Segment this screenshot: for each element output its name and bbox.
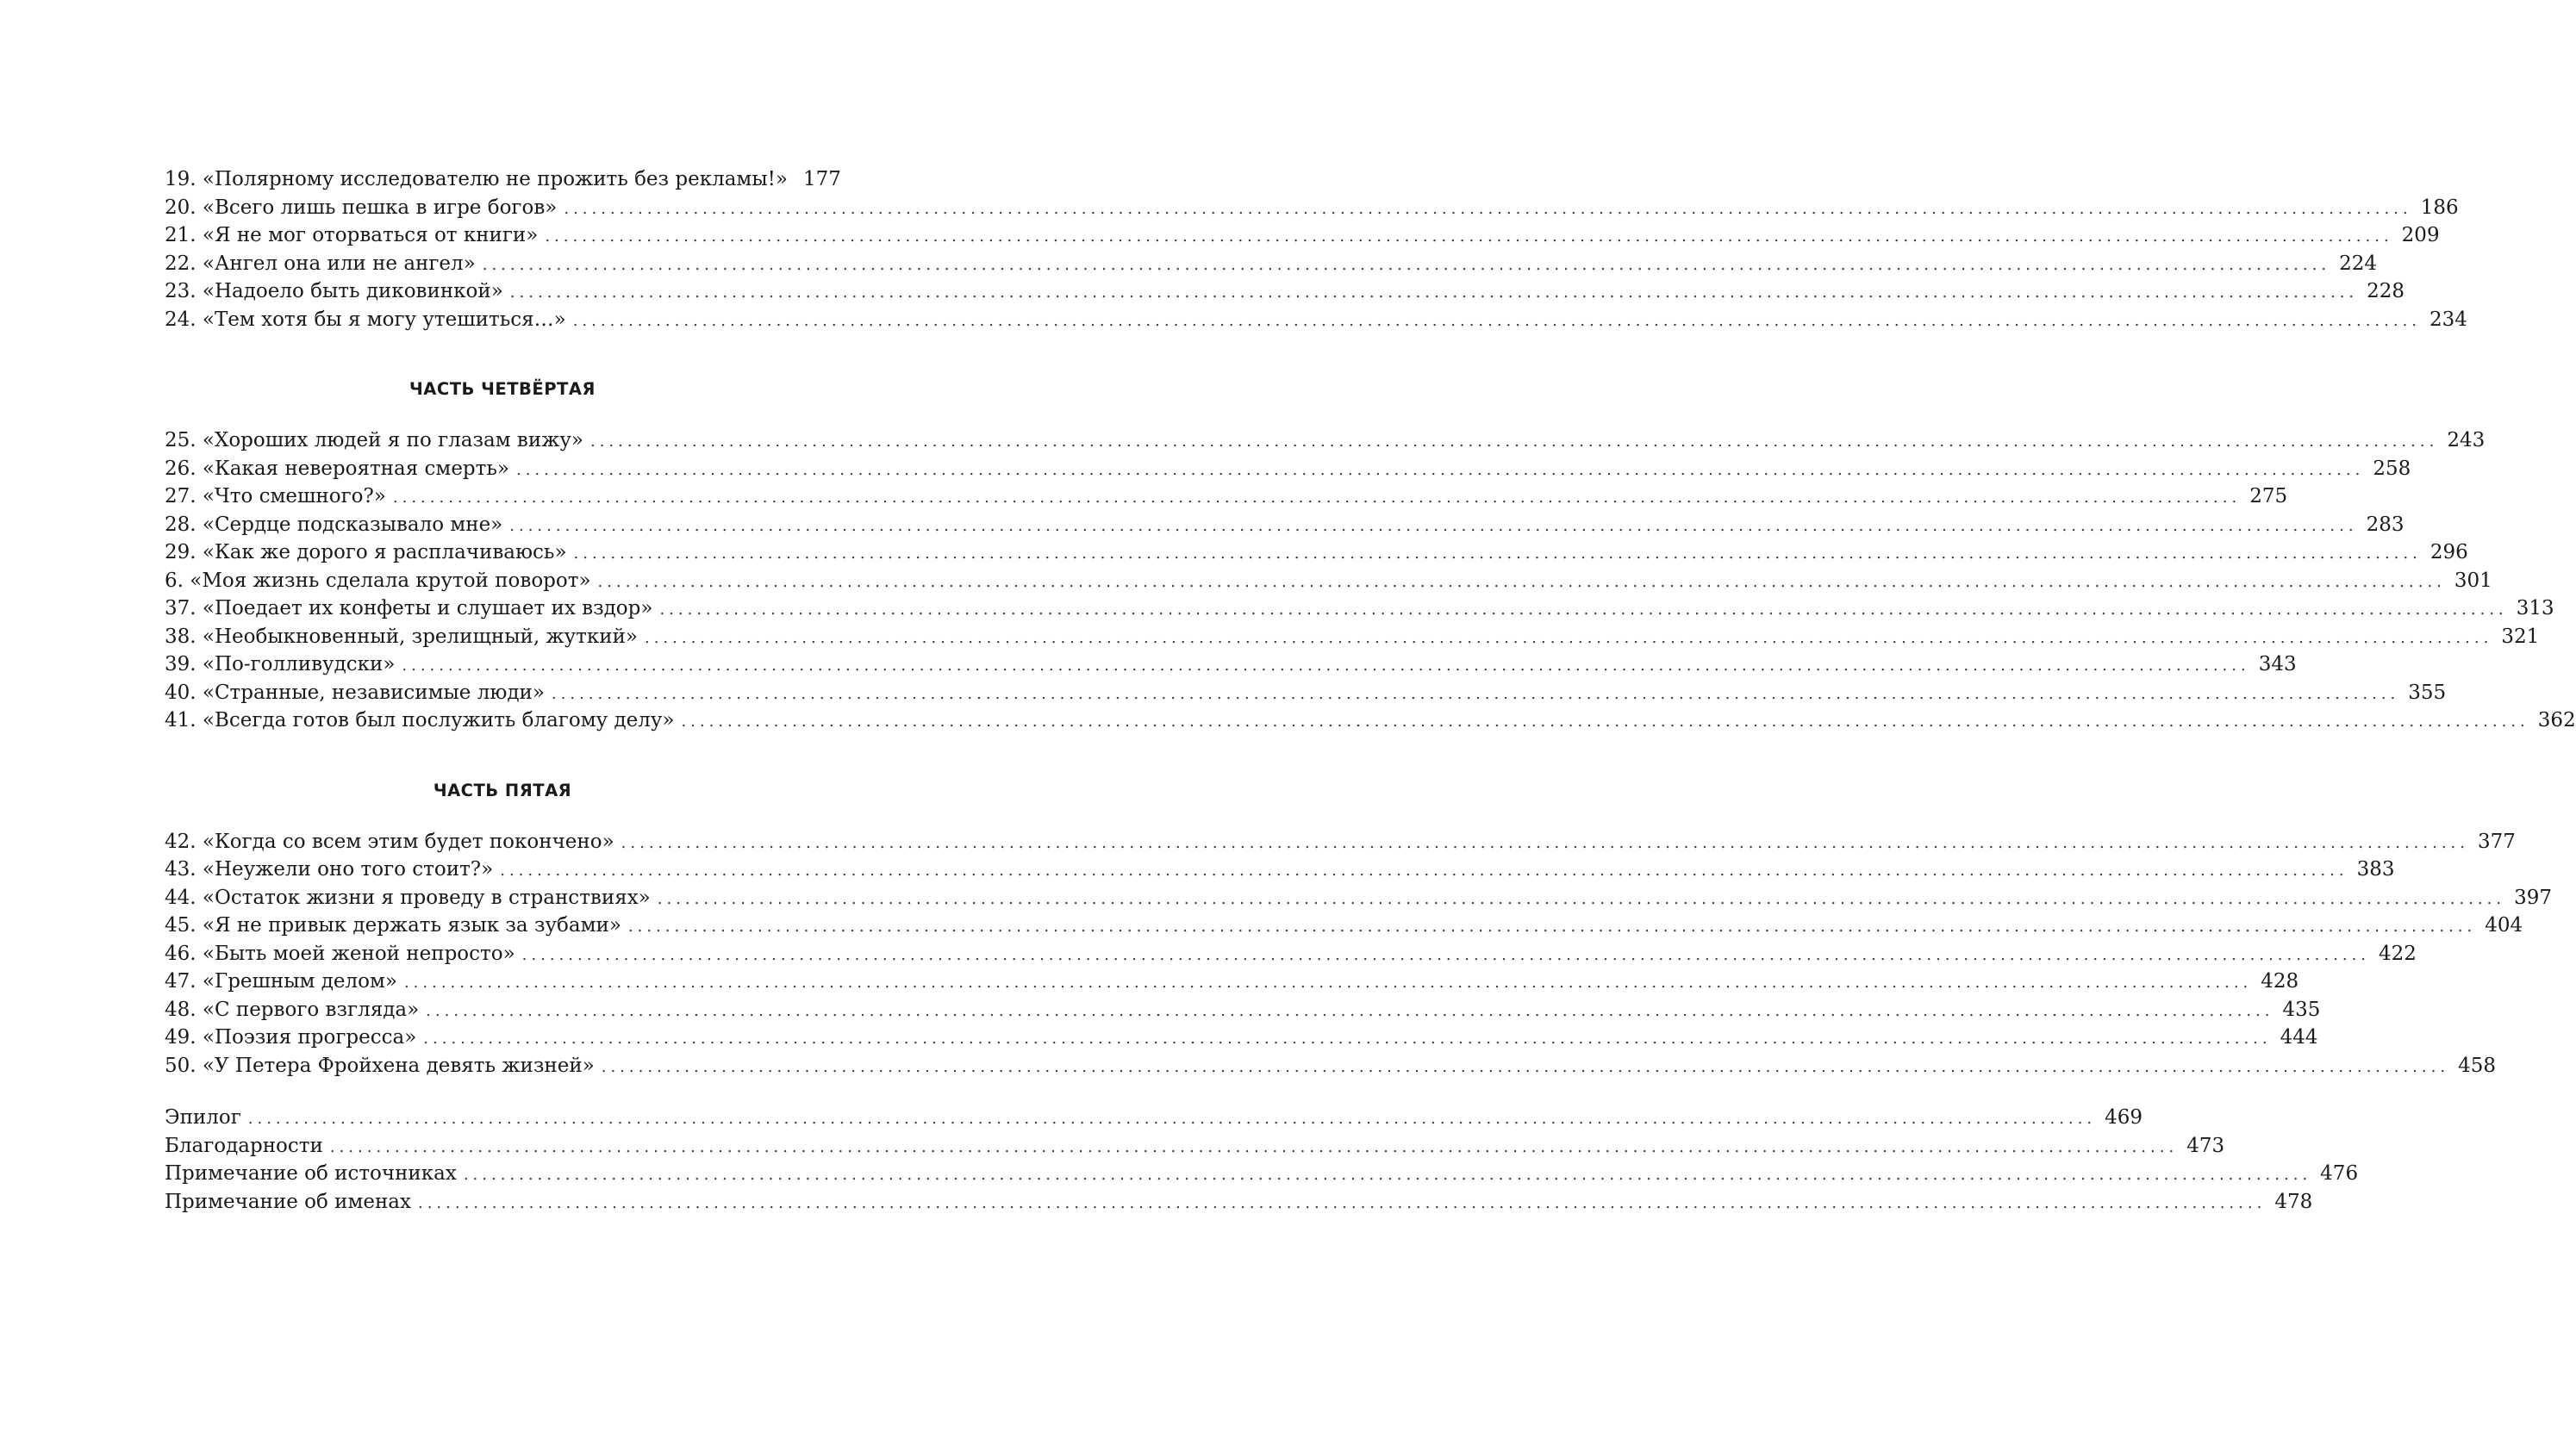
toc-entry[interactable] [165, 455, 2411, 483]
toc-entry-title: Благодарности [165, 1134, 323, 1157]
toc-entry-page: 383 [2356, 858, 2395, 881]
toc-entry[interactable] [165, 511, 2404, 539]
toc-entry[interactable] [165, 221, 2440, 250]
part-5-heading: ЧАСТЬ ПЯТАЯ [433, 780, 572, 800]
dot-leader: ........................................................................................................................................................................................................ [515, 460, 2365, 479]
toc-entry[interactable] [165, 679, 2447, 707]
dot-leader: ........................................................................................................................................................................................................ [426, 1001, 2274, 1020]
part-5-list [165, 828, 2552, 1080]
toc-entry[interactable] [165, 594, 2554, 623]
toc-entry-page: 362 [2537, 709, 2576, 731]
toc-entry-title: 25. «Хороших людей я по глазам вижу» [165, 429, 583, 451]
dot-leader: ........................................................................................................................................................................................................ [463, 1166, 2312, 1184]
toc-entry-page: 435 [2282, 998, 2321, 1021]
toc-entry-title: 29. «Как же дорого я расплачиваюсь» [165, 541, 567, 563]
dot-leader: ........................................................................................................................................................................................................ [403, 974, 2253, 992]
toc-entry-title: 22. «Ангел она или не ангел» [165, 252, 476, 275]
toc-entry-page: 377 [2478, 830, 2516, 853]
toc-entry-title: 28. «Сердце подсказывало мне» [165, 513, 503, 536]
toc-entry-title: 40. «Странные, независимые люди» [165, 681, 545, 704]
toc-entry-title: 26. «Какая невероятная смерть» [165, 457, 509, 480]
toc-entry[interactable] [165, 884, 2552, 912]
toc-entry-title: 37. «Поедает их конфеты и слушает их вздор» [165, 597, 653, 619]
toc-entry-page: 234 [2429, 308, 2467, 331]
dot-leader: ........................................................................................................................................................................................................ [627, 918, 2477, 936]
toc-entry[interactable] [165, 707, 2576, 735]
dot-leader: ........................................................................................................................................................................................................ [521, 945, 2371, 964]
toc-entry-page: 444 [2280, 1026, 2318, 1049]
toc-entry-title: 24. «Тем хотя бы я могу утешиться…» [165, 308, 566, 331]
toc-entry-title: Эпилог [165, 1106, 241, 1129]
toc-entry[interactable] [165, 912, 2523, 940]
dot-leader: ........................................................................................................................................................................................................ [500, 862, 2348, 880]
toc-entry-page: 258 [2373, 457, 2411, 480]
toc-entry[interactable] [165, 277, 2405, 306]
toc-entry[interactable] [165, 1104, 2143, 1132]
toc-entry-title: Примечание об источниках [165, 1162, 457, 1185]
dot-leader: ........................................................................................................................................................................................................ [601, 1057, 2450, 1076]
dot-leader: ........................................................................................................................................................................................................ [329, 1137, 2179, 1156]
toc-entry-title: 39. «По-голливудски» [165, 653, 396, 675]
table-of-contents [165, 165, 2576, 1216]
toc-entry-page: 301 [2454, 569, 2492, 592]
part-3-tail-list [165, 165, 2467, 333]
dot-leader: ........................................................................................................................................................................................................ [545, 227, 2393, 246]
toc-entry[interactable] [165, 1132, 2225, 1161]
toc-entry[interactable] [165, 623, 2540, 651]
toc-entry-title: 23. «Надоело быть диковинкой» [165, 280, 503, 302]
toc-entry-title: 50. «У Петера Фройхена девять жизней» [165, 1054, 595, 1077]
dot-leader: ........................................................................................................................................................................................................ [681, 713, 2529, 731]
part-4-list [165, 426, 2576, 735]
toc-entry[interactable] [165, 1052, 2496, 1080]
toc-entry-title: Примечание об именах [165, 1190, 411, 1213]
dot-leader: ........................................................................................................................................................................................................ [657, 889, 2506, 908]
toc-entry-title: 49. «Поэзия прогресса» [165, 1026, 417, 1049]
toc-entry-title: 6. «Моя жизнь сделала крутой поворот» [165, 569, 591, 592]
toc-entry-page: 458 [2458, 1054, 2496, 1077]
dot-leader: ........................................................................................................................................................................................................ [482, 255, 2331, 274]
toc-entry-title: 41. «Всегда готов был послужить благому делу» [165, 709, 675, 731]
toc-entry-page: 313 [2516, 597, 2554, 619]
dot-leader: ........................................................................................................................................................................................................ [423, 1030, 2272, 1048]
toc-entry-page: 243 [2447, 429, 2486, 451]
toc-entry[interactable] [165, 538, 2468, 567]
toc-entry[interactable] [165, 940, 2417, 968]
toc-entry[interactable] [165, 482, 2288, 511]
endmatter-list [165, 1104, 2359, 1216]
toc-entry-page: 209 [2401, 224, 2440, 246]
toc-entry-page: 224 [2339, 252, 2377, 275]
dot-leader: ........................................................................................................................................................................................................ [644, 628, 2493, 647]
toc-entry-page: 177 [802, 168, 841, 190]
toc-entry[interactable] [165, 651, 2297, 679]
toc-entry-page: 228 [2367, 280, 2405, 302]
toc-entry[interactable] [165, 250, 2377, 278]
dot-leader: ........................................................................................................................................................................................................ [247, 1110, 2097, 1128]
toc-entry-title: 45. «Я не привык держать язык за зубами» [165, 914, 621, 937]
dot-leader: ........................................................................................................................................................................................................ [417, 1193, 2267, 1212]
dot-leader: ........................................................................................................................................................................................................ [589, 433, 2439, 451]
toc-entry-title: 44. «Остаток жизни я проведу в странствиях» [165, 886, 651, 909]
toc-entry[interactable] [165, 856, 2395, 884]
toc-entry-title: 19. «Полярному исследователю не прожить без рекламы!» [165, 168, 788, 190]
toc-entry[interactable] [165, 165, 840, 194]
dot-leader: ........................................................................................................................................................................................................ [564, 199, 2412, 218]
toc-entry-title: 46. «Быть моей женой непросто» [165, 942, 515, 965]
toc-entry-page: 186 [2420, 196, 2459, 219]
toc-entry-page: 476 [2320, 1162, 2359, 1185]
dot-leader: ........................................................................................................................................................................................................ [573, 545, 2422, 563]
toc-entry[interactable] [165, 1188, 2313, 1217]
toc-entry[interactable] [165, 996, 2321, 1024]
toc-entry[interactable] [165, 306, 2467, 334]
dot-leader: ........................................................................................................................................................................................................ [659, 601, 2508, 619]
toc-entry-page: 355 [2408, 681, 2447, 704]
toc-entry-page: 321 [2501, 625, 2540, 648]
dot-leader: ........................................................................................................................................................................................................ [621, 833, 2469, 852]
toc-entry-page: 397 [2514, 886, 2552, 909]
toc-entry-page: 428 [2261, 970, 2299, 993]
dot-leader: ........................................................................................................................................................................................................ [551, 684, 2400, 703]
toc-entry-page: 473 [2186, 1134, 2225, 1157]
toc-entry-page: 296 [2429, 541, 2468, 563]
toc-entry-title: 21. «Я не мог оторваться от книги» [165, 224, 539, 246]
toc-entry[interactable] [165, 828, 2516, 856]
toc-entry[interactable] [165, 426, 2486, 455]
toc-entry-title: 20. «Всего лишь пешка в игре богов» [165, 196, 558, 219]
toc-entry-page: 343 [2258, 653, 2297, 675]
toc-entry-page: 404 [2485, 914, 2523, 937]
toc-entry[interactable] [165, 1024, 2318, 1052]
dot-leader: ........................................................................................................................................................................................................ [597, 572, 2446, 591]
toc-entry-title: 27. «Что смешного?» [165, 485, 386, 507]
toc-entry-page: 275 [2249, 485, 2288, 507]
toc-entry-title: 47. «Грешным делом» [165, 970, 397, 993]
toc-entry-page: 478 [2274, 1190, 2313, 1213]
toc-entry[interactable] [165, 194, 2459, 222]
toc-entry-title: 43. «Неужели оно того стоит?» [165, 858, 494, 881]
dot-leader: ........................................................................................................................................................................................................ [509, 283, 2359, 302]
toc-entry-page: 422 [2379, 942, 2417, 965]
toc-entry[interactable] [165, 968, 2299, 996]
dot-leader: ........................................................................................................................................................................................................ [509, 516, 2358, 535]
toc-entry-title: 42. «Когда со всем этим будет покончено» [165, 830, 614, 853]
dot-leader: ........................................................................................................................................................................................................ [402, 657, 2250, 675]
toc-entry-title: 38. «Необыкновенный, зрелищный, жуткий» [165, 625, 638, 648]
dot-leader: ........................................................................................................................................................................................................ [392, 489, 2242, 507]
toc-entry-page: 283 [2366, 513, 2404, 536]
toc-entry[interactable] [165, 1160, 2359, 1188]
toc-entry[interactable] [165, 567, 2492, 595]
toc-entry-page: 469 [2105, 1106, 2143, 1129]
toc-entry-title: 48. «С первого взгляда» [165, 998, 420, 1021]
part-4-heading: ЧАСТЬ ЧЕТВЁРТАЯ [409, 379, 596, 399]
dot-leader: ........................................................................................................................................................................................................ [572, 311, 2422, 330]
